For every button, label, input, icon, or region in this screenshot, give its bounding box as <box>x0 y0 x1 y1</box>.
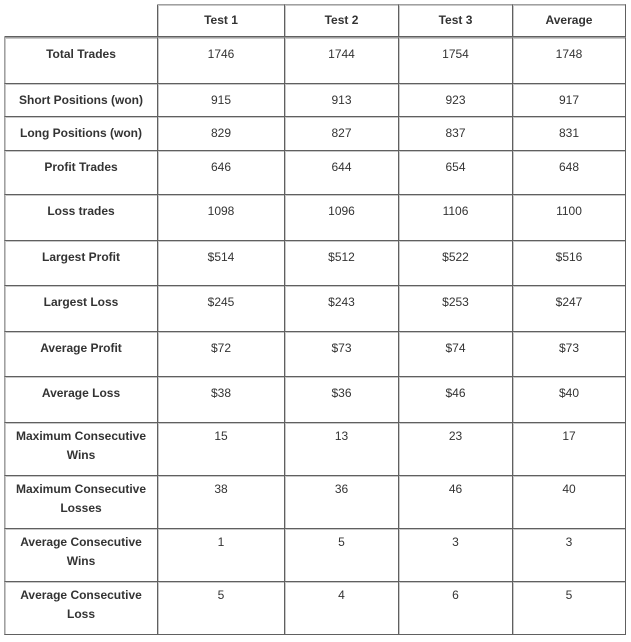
table-cell: 646 <box>158 151 285 195</box>
table-header-row <box>4 4 626 37</box>
table-cell: 1096 <box>285 195 399 241</box>
table-cell: 1 <box>158 529 285 582</box>
row-label: Average Loss <box>4 377 158 423</box>
row-label: Maximum Consecutive Losses <box>4 476 158 529</box>
table-cell: $253 <box>399 286 513 332</box>
table-cell: $516 <box>513 241 626 286</box>
table-cell: 913 <box>285 84 399 117</box>
table-cell: 1098 <box>158 195 285 241</box>
table-cell: 648 <box>513 151 626 195</box>
table-cell: $247 <box>513 286 626 332</box>
table-cell: 1106 <box>399 195 513 241</box>
table-cell: 3 <box>399 529 513 582</box>
table-row <box>4 332 626 377</box>
table-cell: 1744 <box>285 37 399 84</box>
table-cell: 46 <box>399 476 513 529</box>
table-cell: 1748 <box>513 37 626 84</box>
table-row <box>4 476 626 529</box>
table-cell: $514 <box>158 241 285 286</box>
table-cell: $73 <box>513 332 626 377</box>
table-cell: 829 <box>158 117 285 151</box>
row-label: Average Consecutive Loss <box>4 582 158 635</box>
table-cell: 40 <box>513 476 626 529</box>
column-header: Test 2 <box>285 4 399 37</box>
table-row <box>4 117 626 151</box>
table-cell: 3 <box>513 529 626 582</box>
table-cell: 5 <box>158 582 285 635</box>
table-cell: 1100 <box>513 195 626 241</box>
table-cell: $522 <box>399 241 513 286</box>
row-label: Largest Loss <box>4 286 158 332</box>
table-row <box>4 84 626 117</box>
table-cell: $72 <box>158 332 285 377</box>
results-table <box>4 4 626 635</box>
table-cell: 15 <box>158 423 285 476</box>
table-row <box>4 529 626 582</box>
row-label: Maximum Consecutive Wins <box>4 423 158 476</box>
column-header: Test 1 <box>158 4 285 37</box>
column-header: Test 3 <box>399 4 513 37</box>
table-cell: 654 <box>399 151 513 195</box>
table-cell: 827 <box>285 117 399 151</box>
row-label: Average Consecutive Wins <box>4 529 158 582</box>
table-row <box>4 582 626 635</box>
row-label: Largest Profit <box>4 241 158 286</box>
row-label: Profit Trades <box>4 151 158 195</box>
table-cell: 923 <box>399 84 513 117</box>
table-cell: $245 <box>158 286 285 332</box>
table-row <box>4 151 626 195</box>
table-cell: 5 <box>285 529 399 582</box>
table-cell: $36 <box>285 377 399 423</box>
table-cell: 1746 <box>158 37 285 84</box>
table-cell: 17 <box>513 423 626 476</box>
table-cell: $38 <box>158 377 285 423</box>
row-label: Average Profit <box>4 332 158 377</box>
table-row <box>4 377 626 423</box>
row-label: Long Positions (won) <box>4 117 158 151</box>
table-cell: 38 <box>158 476 285 529</box>
table-cell: 4 <box>285 582 399 635</box>
table-row <box>4 286 626 332</box>
column-header: Average <box>513 4 626 37</box>
table-cell: $243 <box>285 286 399 332</box>
table-cell: $40 <box>513 377 626 423</box>
table-cell: 1754 <box>399 37 513 84</box>
table-cell: 23 <box>399 423 513 476</box>
table-cell: 917 <box>513 84 626 117</box>
table-cell: 831 <box>513 117 626 151</box>
row-label: Loss trades <box>4 195 158 241</box>
table-cell: 5 <box>513 582 626 635</box>
table-cell: 6 <box>399 582 513 635</box>
table-cell: $46 <box>399 377 513 423</box>
table-row <box>4 241 626 286</box>
table-row <box>4 195 626 241</box>
row-label: Total Trades <box>4 37 158 84</box>
table-cell: 644 <box>285 151 399 195</box>
table-cell: $73 <box>285 332 399 377</box>
table-cell: 837 <box>399 117 513 151</box>
table-cell: 915 <box>158 84 285 117</box>
corner-cell <box>4 4 158 37</box>
table-cell: 36 <box>285 476 399 529</box>
table-row <box>4 423 626 476</box>
table-row <box>4 37 626 84</box>
table-cell: $74 <box>399 332 513 377</box>
table-cell: 13 <box>285 423 399 476</box>
table-cell: $512 <box>285 241 399 286</box>
row-label: Short Positions (won) <box>4 84 158 117</box>
